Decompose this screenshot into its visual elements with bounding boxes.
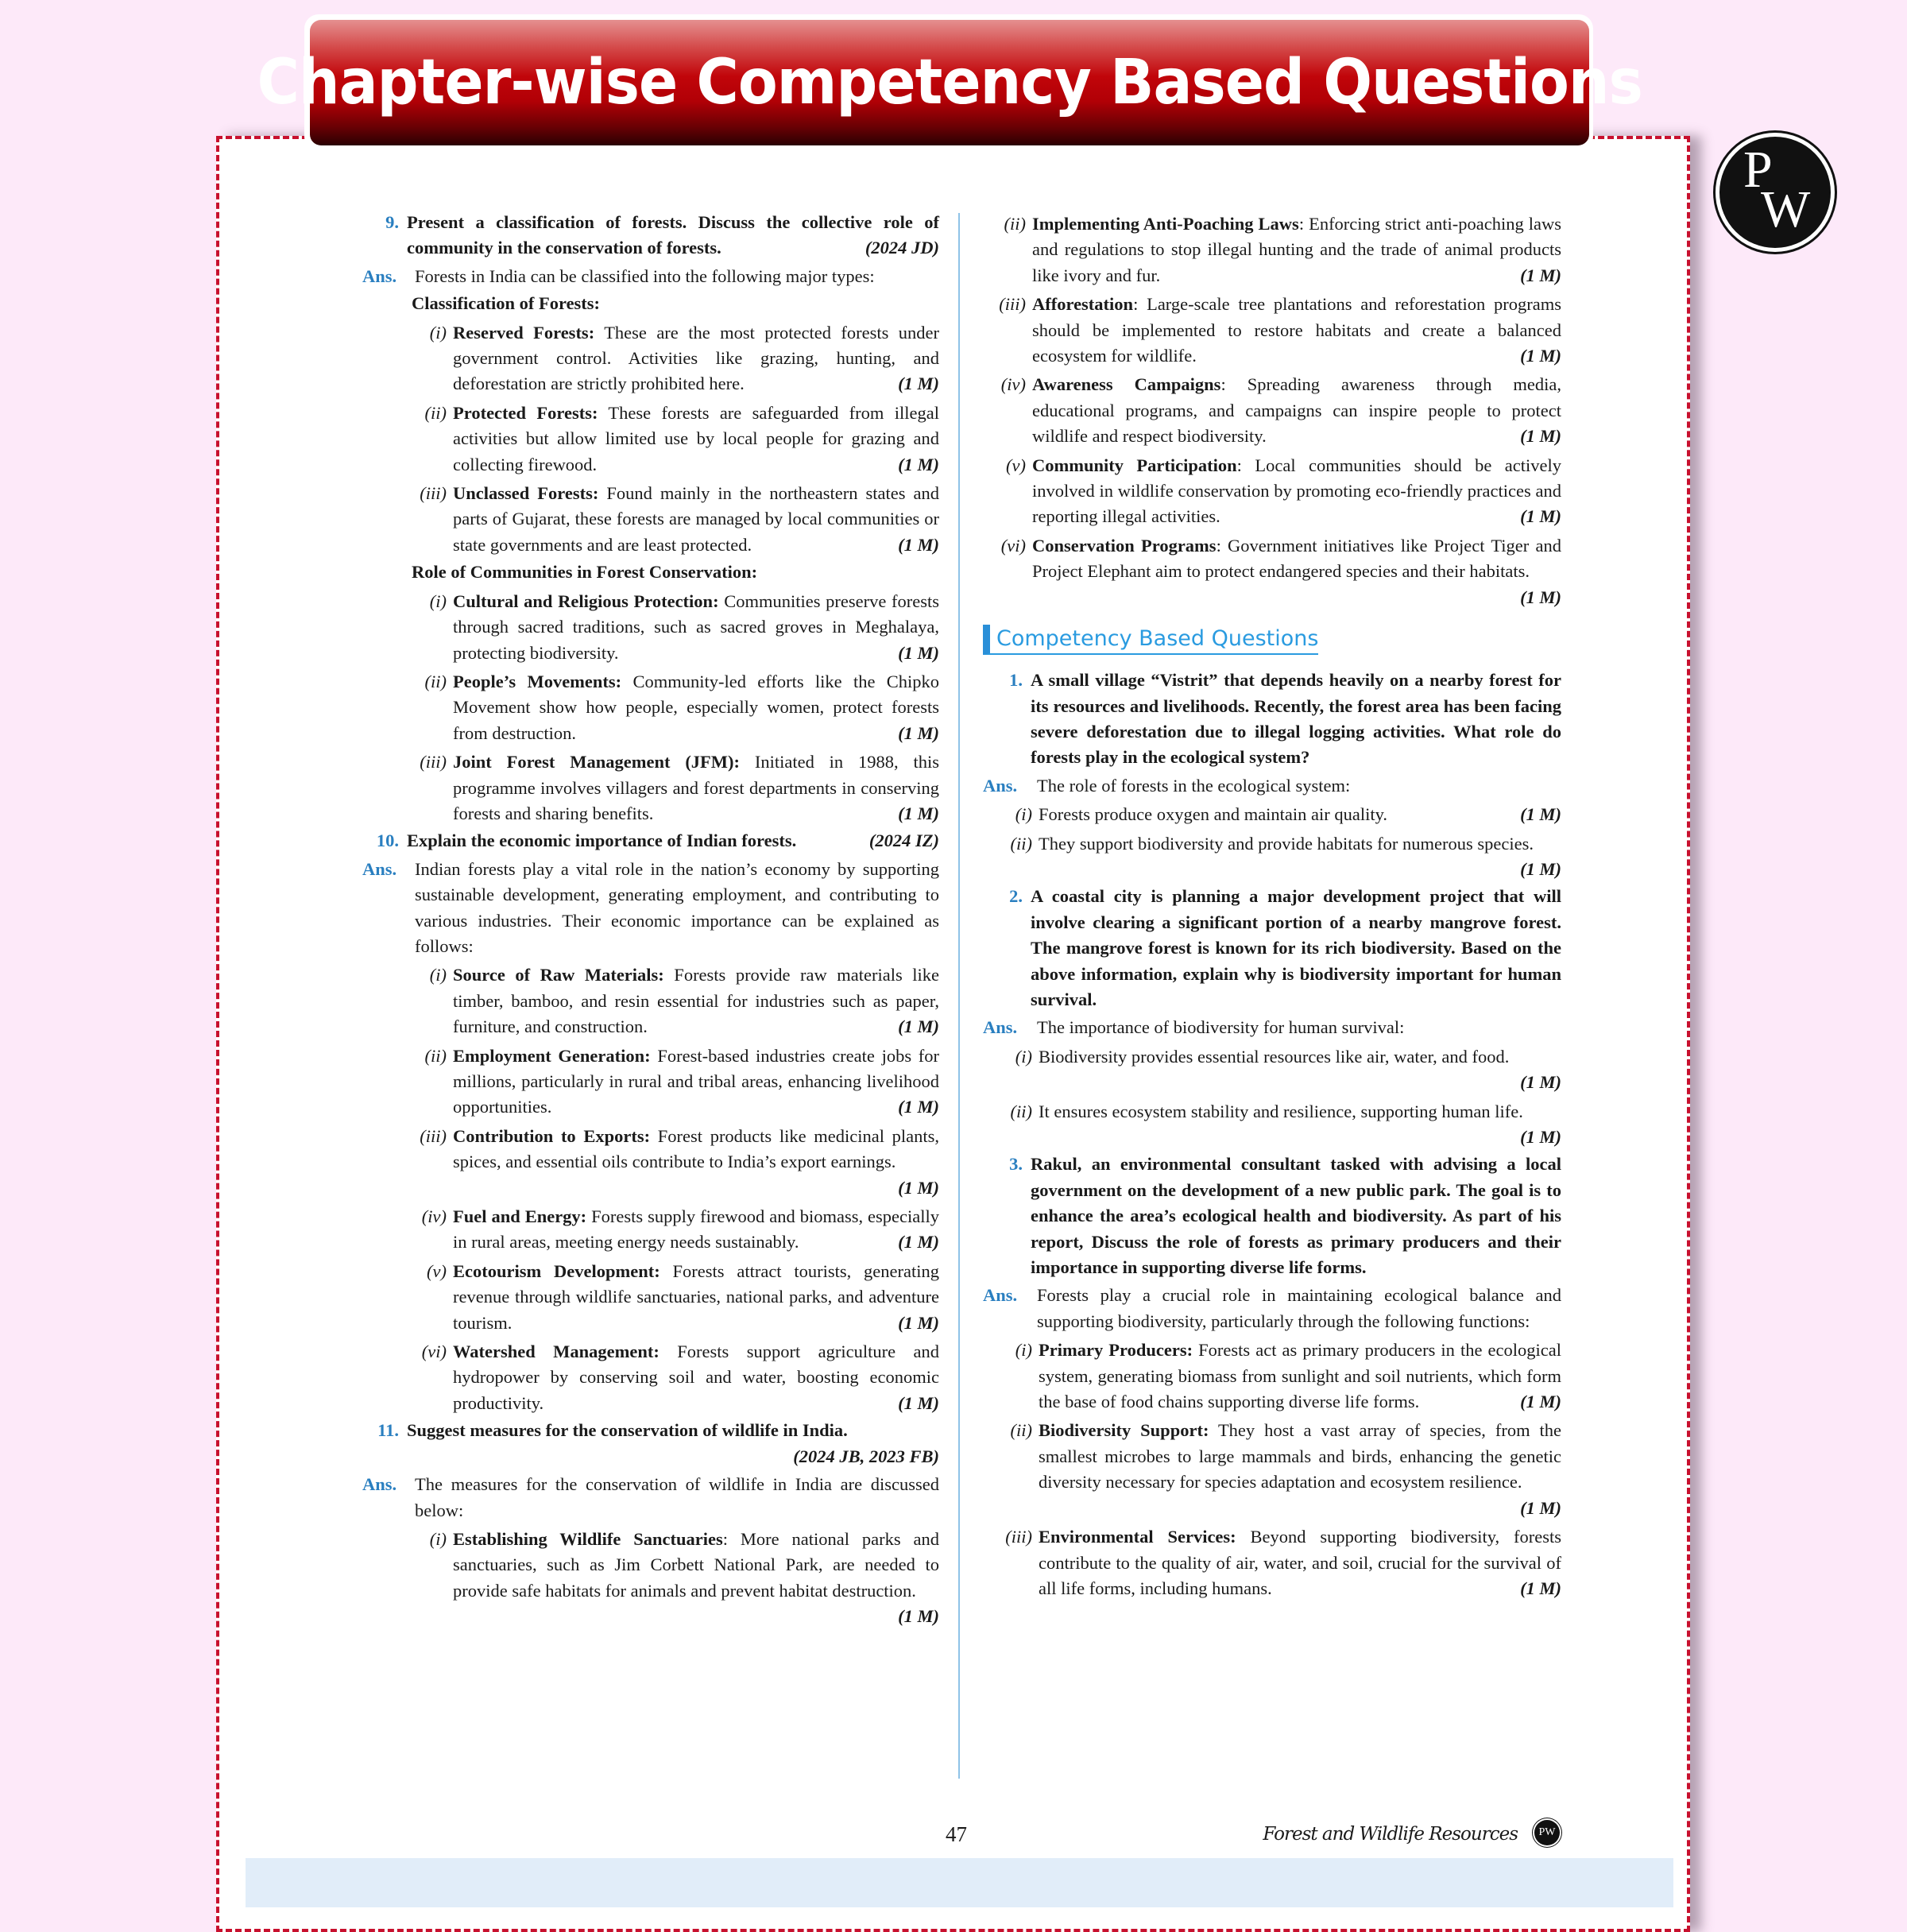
answer-text: Forests play a crucial role in maintaining ecological balance and supporting biodiversity, particularly through the following functions:	[1037, 1285, 1561, 1331]
item-body: Found mainly in the northeastern states and parts of Gujarat, these forests are managed by local communities or state governments and are least protected.	[453, 483, 939, 555]
question	[362, 210, 939, 261]
item-title: Ecotourism Development:	[453, 1260, 660, 1281]
list-item	[983, 372, 1561, 449]
marks: (1 M)	[898, 1177, 939, 1198]
item-body: Forests provide raw materials like timber, bamboo, and resin essential for industries such as paper, furniture, and construction.	[453, 965, 939, 1037]
item-title: Biodiversity Support:	[1039, 1420, 1209, 1441]
exam-tag: (2024 JD)	[865, 238, 939, 258]
item-text	[1039, 1044, 1561, 1096]
question-text: A coastal city is planning a major development project that will involve clearing a significant portion of a nearby mangrove forest. The mangrove forest is known for its rich biodiversity. Based on the above information, explain why is biodiversity important for human survival.	[1031, 886, 1561, 1009]
item-numeral: (vi)	[1000, 535, 1026, 556]
question	[983, 884, 1561, 1012]
answer	[983, 1283, 1561, 1334]
item-body: Communities preserve forests through sacred traditions, such as sacred groves in Meghalaya, protecting biodiversity.	[453, 590, 939, 663]
item-text	[453, 1204, 939, 1256]
answer-text: The role of forests in the ecological system:	[1037, 775, 1351, 796]
item-numeral: (iii)	[999, 294, 1026, 315]
item-body: Forests attract tourists, generating revenue through wildlife sanctuaries, national parks, and adventure tourism.	[453, 1260, 939, 1333]
marks: (1 M)	[1520, 587, 1561, 607]
answer-text: Forests in India can be classified into the following major types:	[415, 265, 875, 286]
marks: (1 M)	[898, 1232, 939, 1253]
item-numeral: (i)	[429, 322, 447, 343]
answer	[362, 1472, 939, 1524]
right-column	[983, 208, 1561, 1601]
answer-text: The measures for the conservation of wildlife in India are discussed below:	[415, 1474, 939, 1520]
page-title: Chapter-wise Competency Based Questions	[257, 47, 1642, 118]
item-title: Unclassed Forests:	[453, 483, 599, 504]
marks: (1 M)	[898, 1392, 939, 1413]
item-text	[453, 1043, 939, 1121]
subheading: Role of Communities in Forest Conservation:	[412, 562, 758, 583]
item-text	[1032, 211, 1561, 288]
item-body: Forests support agriculture and hydropower by conserving soil and water, boosting economic productivity.	[453, 1342, 939, 1413]
item-text	[453, 589, 939, 666]
question	[362, 828, 939, 854]
item-title: Cultural and Religious Protection:	[453, 590, 719, 611]
item-body: Initiated in 1988, this programme involves villagers and forest departments in conserving forests and sharing benefits.	[453, 752, 940, 823]
item-body: : Local communities should be actively involved in wildlife conservation by promoting eco-friendly practices and reporting illegal activities.	[1032, 455, 1561, 527]
item-body: These forests are safeguarded from illegal activities but allow limited use by local people for grazing and collecting firewood.	[453, 402, 940, 474]
question-body: Suggest measures for the conservation of wildlife in India.	[407, 1420, 848, 1441]
marks: (1 M)	[898, 454, 939, 474]
item-numeral: (ii)	[424, 1045, 447, 1066]
item-numeral: (ii)	[1010, 1420, 1032, 1441]
list-item	[983, 1524, 1561, 1601]
answer-label: Ans.	[983, 1285, 1018, 1306]
item-body: They support biodiversity and provide habitats for numerous species.	[1039, 833, 1534, 854]
marks: (1 M)	[898, 642, 939, 663]
item-numeral: (iv)	[421, 1206, 447, 1227]
item-body: Forests supply firewood and biomass, especially in rural areas, meeting energy needs sustainably.	[453, 1206, 939, 1253]
marks: (1 M)	[1520, 506, 1561, 527]
marks: (1 M)	[898, 1606, 939, 1627]
list-item	[362, 669, 939, 746]
question	[362, 1418, 939, 1469]
item-text	[453, 401, 939, 478]
item-numeral: (iii)	[420, 483, 447, 504]
marks: (1 M)	[898, 534, 939, 555]
question-text: A small village “Vistrit” that depends heavily on a nearby forest for its resources and livelihoods. Recently, the forest area has been facing severe deforestation due to illegal logging activities. What role do forests play in the ecological system?	[1031, 670, 1561, 768]
item-body: : Large-scale tree plantations and reforestation programs should be implemented to restore habitats and create a balanced ecosystem for wildlife.	[1032, 294, 1561, 366]
list-item	[983, 831, 1561, 883]
item-numeral: (iii)	[1005, 1527, 1032, 1547]
item-text	[1032, 533, 1561, 610]
item-numeral: (i)	[1015, 1046, 1032, 1067]
answer-label: Ans.	[362, 265, 397, 286]
item-text	[453, 1124, 939, 1201]
item-numeral: (iii)	[420, 752, 447, 772]
item-title: Primary Producers:	[1039, 1340, 1193, 1361]
item-body: : Spreading awareness through media, educational programs, and campaigns can inspire people to protect wildlife and respect biodiversity.	[1032, 374, 1562, 447]
marks: (1 M)	[1520, 346, 1561, 366]
list-item	[362, 481, 939, 558]
marks: (1 M)	[1520, 426, 1561, 447]
question-number: 11.	[377, 1420, 399, 1441]
question-number: 1.	[1009, 670, 1023, 691]
item-text	[1032, 292, 1561, 369]
marks: (1 M)	[898, 722, 939, 743]
item-body: Biodiversity provides essential resources like air, water, and food.	[1039, 1046, 1510, 1067]
question-text	[407, 1418, 939, 1469]
item-body: : Enforcing strict anti-poaching laws and regulations to stop illegal hunting and the trade of animal products like ivory and fur.	[1032, 214, 1562, 285]
item-numeral: (i)	[429, 590, 447, 611]
list-item	[362, 749, 939, 827]
marks: (1 M)	[1520, 804, 1561, 825]
subheading: Classification of Forests:	[412, 293, 601, 314]
item-title: Source of Raw Materials:	[453, 965, 664, 985]
list-item	[983, 1044, 1561, 1096]
list-item	[362, 401, 939, 478]
question-text	[407, 210, 939, 261]
question	[983, 1152, 1561, 1280]
list-item	[362, 1124, 939, 1201]
exam-tag: (2024 IZ)	[868, 830, 939, 851]
marks: (1 M)	[1520, 1578, 1561, 1598]
list-item	[362, 1204, 939, 1256]
list-item	[362, 320, 939, 397]
item-title: People’s Movements:	[453, 671, 622, 691]
page-number: 47	[946, 1822, 967, 1846]
marks: (1 M)	[898, 374, 939, 394]
question-body: Present a classification of forests. Discuss the collective role of community in the conservation of forests.	[407, 212, 939, 258]
item-text	[453, 481, 939, 558]
item-title: Contribution to Exports:	[453, 1125, 651, 1146]
item-text	[453, 1339, 939, 1416]
marks: (1 M)	[898, 1097, 939, 1117]
chapter-name: Forest and Wildlife Resources	[1263, 1824, 1518, 1845]
answer-label: Ans.	[362, 1474, 397, 1495]
answer-text: The importance of biodiversity for human survival:	[1037, 1017, 1405, 1038]
item-numeral: (ii)	[1010, 1101, 1032, 1121]
item-body: These are the most protected forests under government control. Activities like grazing, hunting, and deforestation are strictly prohibited here.	[453, 322, 939, 394]
item-numeral: (iv)	[1000, 374, 1026, 395]
question-number: 2.	[1009, 886, 1023, 907]
item-title: Afforestation	[1032, 294, 1134, 315]
item-numeral: (ii)	[1010, 833, 1032, 854]
item-title: Conservation Programs	[1032, 535, 1217, 556]
list-item	[362, 1339, 939, 1416]
marks: (1 M)	[1520, 1392, 1561, 1412]
list-item	[983, 211, 1561, 288]
item-body: : Government initiatives like Project Tiger and Project Elephant aim to protect endangered species and their habitats.	[1032, 535, 1561, 582]
item-text	[453, 962, 939, 1040]
question	[983, 668, 1561, 771]
list-item	[983, 1418, 1561, 1521]
list-item	[983, 1099, 1561, 1151]
item-numeral: (ii)	[424, 671, 447, 691]
left-column	[362, 208, 939, 1630]
answer-label: Ans.	[983, 775, 1018, 796]
item-body: Beyond supporting biodiversity, forests contribute to the quality of air, water, and soil, crucial for the survival of all life forms, including humans.	[1039, 1527, 1561, 1598]
item-numeral: (v)	[427, 1260, 447, 1281]
item-text	[1039, 831, 1561, 883]
list-item	[362, 1527, 939, 1630]
item-title: Watershed Management:	[453, 1342, 660, 1362]
answer-label: Ans.	[983, 1017, 1018, 1038]
item-numeral: (vi)	[421, 1342, 447, 1362]
item-numeral: (i)	[429, 965, 447, 985]
item-body: Forests act as primary producers in the ecological system, generating biomass from sunlight and soil nutrients, which form the base of food chains supporting diverse life forms.	[1039, 1340, 1561, 1412]
list-item	[983, 292, 1561, 369]
item-body: It ensures ecosystem stability and resilience, supporting human life.	[1039, 1101, 1523, 1121]
marks: (1 M)	[1520, 858, 1561, 879]
item-body: Forests produce oxygen and maintain air quality.	[1039, 804, 1388, 825]
item-title: Employment Generation:	[453, 1045, 651, 1066]
item-text	[1039, 802, 1561, 827]
item-text	[453, 749, 939, 827]
marks: (1 M)	[1520, 265, 1561, 285]
column-divider	[958, 213, 960, 1779]
marks: (1 M)	[1520, 1127, 1561, 1147]
answer	[983, 773, 1561, 799]
item-text	[453, 1527, 939, 1630]
question-number: 10.	[376, 830, 399, 851]
item-numeral: (v)	[1006, 455, 1026, 475]
marks: (1 M)	[898, 1016, 939, 1037]
answer	[983, 1015, 1561, 1040]
list-item	[983, 453, 1561, 530]
marks: (1 M)	[898, 803, 939, 823]
section-heading: Competency Based Questions	[983, 625, 1318, 655]
list-item	[362, 589, 939, 666]
item-body: They host a vast array of species, from the smallest microbes to large mammals and birds, enhancing the genetic diversity necessary for species adaptation and ecosystem resilience.	[1039, 1420, 1561, 1493]
item-body: Forest-based industries create jobs for millions, particularly in rural and tribal areas, enhancing livelihood opportunities.	[453, 1045, 939, 1117]
item-title: Establishing Wildlife Sanctuaries	[453, 1528, 723, 1549]
list-item	[362, 1043, 939, 1121]
item-body: : More national parks and sanctuaries, such as Jim Corbett National Park, are needed to provide safe habitats for animals and prevent habitat destruction.	[453, 1528, 939, 1601]
item-text	[1039, 1524, 1561, 1601]
marks: (1 M)	[1520, 1072, 1561, 1093]
item-text	[1032, 372, 1561, 449]
item-title: Community Participation	[1032, 455, 1237, 475]
answer	[362, 857, 939, 960]
item-numeral: (ii)	[1004, 214, 1026, 234]
footer-band	[246, 1858, 1673, 1907]
item-text	[1039, 1338, 1561, 1415]
item-text	[1039, 1099, 1561, 1151]
question-body: Explain the economic importance of Indian forests.	[407, 830, 797, 851]
list-item	[362, 962, 939, 1040]
item-title: Joint Forest Management (JFM):	[453, 752, 741, 772]
marks: (1 M)	[1520, 1497, 1561, 1518]
item-text	[453, 1259, 939, 1336]
item-title: Implementing Anti-Poaching Laws	[1032, 214, 1299, 234]
list-item	[983, 1338, 1561, 1415]
item-body: Forest products like medicinal plants, spices, and essential oils contribute to India’s export earnings.	[453, 1125, 939, 1172]
list-item	[983, 802, 1561, 827]
item-numeral: (iii)	[420, 1125, 447, 1146]
item-body: Community-led efforts like the Chipko Movement show how people, especially women, protect forests from destruction.	[453, 671, 940, 743]
exam-tag: (2024 JB, 2023 FB)	[793, 1446, 939, 1466]
item-numeral: (i)	[1015, 1340, 1032, 1361]
item-numeral: (i)	[1015, 804, 1032, 825]
item-text	[1039, 1418, 1561, 1521]
item-numeral: (ii)	[424, 402, 447, 423]
item-text	[453, 669, 939, 746]
list-item	[362, 1259, 939, 1336]
title-banner	[257, 20, 1642, 145]
item-numeral: (i)	[429, 1528, 447, 1549]
question-text	[407, 828, 939, 854]
answer	[362, 264, 939, 289]
marks: (1 M)	[898, 1312, 939, 1333]
answer-label: Ans.	[362, 858, 397, 879]
question-number: 3.	[1009, 1154, 1023, 1175]
list-item	[983, 533, 1561, 610]
question-text: Rakul, an environmental consultant tasked with advising a local government on the development of a new public park. The goal is to enhance the area’s ecological health and biodiversity. As part of his report, Discuss the role of forests as primary producers and their importance in supporting diverse life forms.	[1031, 1154, 1561, 1278]
pw-logo-icon: P W	[1719, 137, 1831, 248]
item-title: Reserved Forests:	[453, 322, 595, 343]
item-title: Awareness Campaigns	[1032, 374, 1221, 395]
item-text	[453, 320, 939, 397]
pw-footer-logo-icon: PW	[1534, 1820, 1560, 1845]
item-title: Fuel and Energy:	[453, 1206, 587, 1227]
item-title: Environmental Services:	[1039, 1527, 1236, 1547]
item-text	[1032, 453, 1561, 530]
question-number: 9.	[385, 212, 399, 232]
item-title: Protected Forests:	[453, 402, 598, 423]
answer-text: Indian forests play a vital role in the nation’s economy by supporting sustainable development, generating employment, and contributing to various industries. Their economic importance can be explained as follows:	[415, 858, 939, 956]
